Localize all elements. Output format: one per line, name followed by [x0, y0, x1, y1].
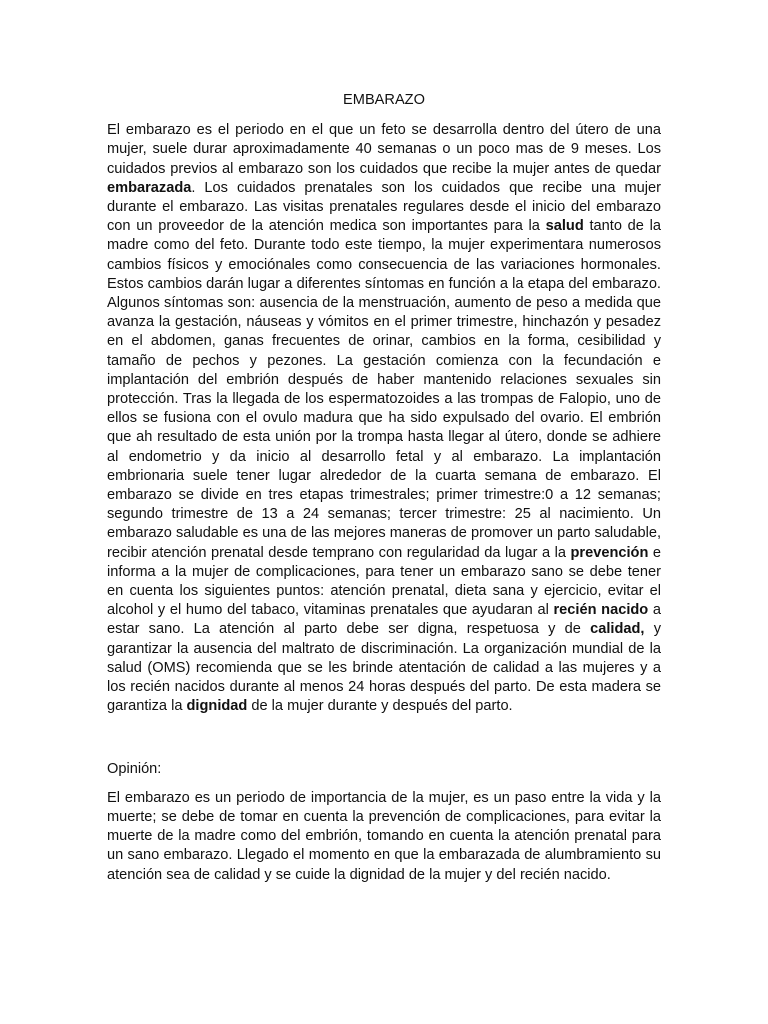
opinion-paragraph: El embarazo es un periodo de importancia de la mujer, es un paso entre la vida y la muerte; se debe de tomar en cuenta la prevención de complicaciones, para evitar la muerte de la madre como del embrión, tomando en cuenta la atención prenatal para un sano embarazo. Llegado el momento en que la embarazada de alumbramiento su atención sea de calidad y se cuide la dignidad de la mujer y del recién nacido.: [107, 789, 661, 883]
body-text-segment: . Los cuidados prenatales son los cuidados que recibe una mujer durante el embarazo. Las visitas prenatales regulares desde el inicio del embarazo con un proveedor de la atención medica son importantes para la: [107, 179, 661, 235]
body-text-segment: tanto de la madre como del feto. Durante todo este tiempo, la mujer experimentara numerosos cambios físicos y emociónales como consecuencia de las variaciones hormonales. Estos cambios darán lugar a diferentes síntomas en función a la etapa del embarazo. Algunos síntomas son: ausencia de la menstruación, aumento de peso a medida que avanza la gestación, náuseas y vómitos en el primer trimestre, hinchazón y pesadez en el abdomen, ganas frecuentes de orinar, cambios en la forma, cesibilidad y tamaño de pechos y pezones. La gestación comienza con la fecundación e implantación del embrión después de haber mantenido relaciones sexuales sin protección. Tras la llegada de los espermatozoides a las trompas de Falopio, uno de ellos se fusiona con el ovulo madura que ha sido expulsado del ovario. El embrión que ah resultado de esta unión por la trompa hasta llegar al útero, donde se adhiere al endometrio y da inicio al desarrollo fetal y al embarazo. La implantación embrionaria suele tener lugar alrededor de la cuarta semana de embarazo. El embarazo se divide en tres etapas trimestrales; primer trimestre:0 a 12 semanas; segundo trimestre de 13 a 24 semanas; tercer trimestre: 25 al nacimiento. Un embarazo saludable es una de las mejores maneras de promover un parto saludable, recibir atención prenatal desde temprano con regularidad da lugar a la: [107, 218, 661, 561]
body-text-segment: e informa a la mujer de complicaciones, para tener un embarazo sano se debe tener en cuenta los siguientes puntos: atención prenatal, dieta sana y ejercicio, evitar el alcohol y el humo del tabaco, vitaminas prenatales que ayudaran al: [107, 544, 661, 619]
bold-term: salud: [545, 218, 584, 235]
document-title: EMBARAZO: [343, 92, 425, 108]
bold-term: calidad,: [590, 621, 645, 638]
bold-term: dignidad: [186, 698, 248, 715]
bold-term: recién nacido: [553, 602, 649, 619]
opinion-heading: Opinión:: [107, 760, 162, 777]
bold-term: prevención: [570, 544, 649, 561]
body-text-segment: a estar sano. La atención al parto debe ser digna, respetuosa y de: [107, 602, 661, 638]
bold-term: embarazada: [107, 179, 192, 196]
body-paragraph: [107, 121, 661, 716]
document-page: [107, 91, 661, 885]
body-text-segment: de la mujer durante y después del parto.: [247, 698, 513, 715]
body-text-segment: El embarazo es el periodo en el que un feto se desarrolla dentro del útero de una mujer, suele durar aproximadamente 40 semanas o un poco mas de 9 meses. Los cuidados previos al embarazo son los cuidados que recibe la mujer antes de quedar: [107, 122, 661, 177]
body-text-segment: y garantizar la ausencia del maltrato de discriminación. La organización mundial de la salud (OMS) recomienda que se les brinde atentación de calidad a las mujeres y a los recién nacidos durante al menos 24 horas después del parto. De esta madera se garantiza la: [107, 621, 661, 715]
